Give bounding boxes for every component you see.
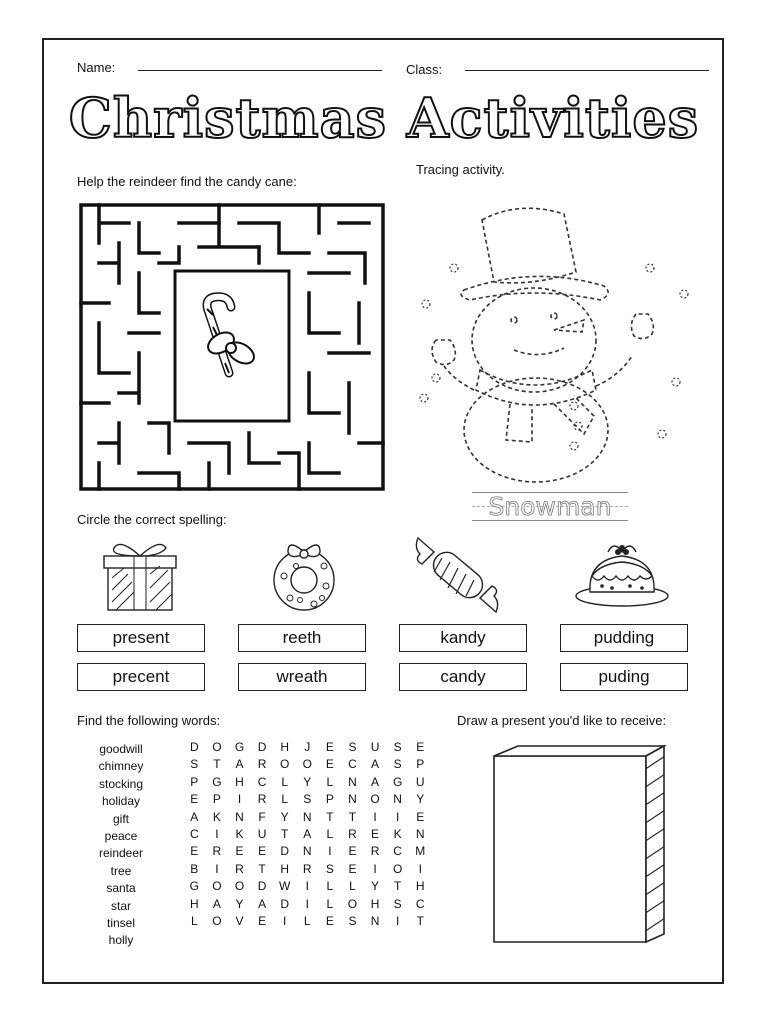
word-search-letter[interactable]: K xyxy=(212,809,221,824)
word-search-letter[interactable]: E xyxy=(325,740,334,754)
word-search-letter[interactable]: C xyxy=(189,826,199,841)
word-search-letter[interactable]: K xyxy=(235,826,244,841)
word-search-letter[interactable]: O xyxy=(392,861,403,876)
word-search-letter[interactable]: Y xyxy=(371,879,380,894)
word-search-letter[interactable]: I xyxy=(373,861,377,876)
word-search-letter[interactable]: H xyxy=(280,861,289,876)
word-search-letter[interactable]: P xyxy=(325,792,334,807)
word-search-letter[interactable]: G xyxy=(189,879,199,894)
word-search-letter[interactable]: L xyxy=(281,774,289,789)
word-search-letter[interactable]: O xyxy=(280,757,290,772)
word-search-grid[interactable] xyxy=(183,739,432,930)
word-search-letter[interactable]: S xyxy=(190,757,199,772)
word-search-letter[interactable]: L xyxy=(326,826,334,841)
word-search-letter[interactable]: E xyxy=(325,757,334,772)
word-search-word: chimney xyxy=(98,759,144,774)
word-search-letter[interactable]: E xyxy=(258,913,267,928)
spelling-option-pudding[interactable]: pudding xyxy=(560,624,688,652)
word-search-letter[interactable]: E xyxy=(190,844,199,859)
word-search-letter[interactable]: H xyxy=(189,896,199,911)
maze-instruction: Help the reindeer find the candy cane: xyxy=(77,174,297,189)
word-search-letter[interactable]: R xyxy=(235,861,244,876)
word-search-letter[interactable]: L xyxy=(281,792,289,807)
word-search-letter[interactable]: N xyxy=(393,792,402,807)
word-search-letter[interactable]: H xyxy=(370,896,380,911)
word-search-letter[interactable]: E xyxy=(235,844,244,859)
present-drawing-box[interactable] xyxy=(488,744,674,948)
word-search-letter[interactable]: D xyxy=(280,896,289,911)
word-search-letter[interactable]: Y xyxy=(303,774,312,789)
word-search-word: star xyxy=(110,898,131,913)
word-search-letter[interactable]: A xyxy=(258,896,267,911)
word-search-word: goodwill xyxy=(99,742,143,756)
word-search-letter[interactable]: R xyxy=(370,844,380,859)
word-search-letter[interactable]: T xyxy=(258,861,266,876)
word-search-letter[interactable]: Y xyxy=(235,896,244,911)
word-search-letter[interactable]: N xyxy=(302,809,312,824)
word-search-letter[interactable]: L xyxy=(303,913,311,928)
word-search-letter[interactable]: R xyxy=(212,844,222,859)
word-search-letter[interactable]: I xyxy=(237,792,242,807)
word-search-instruction: Find the following words: xyxy=(77,713,221,728)
word-search-letter[interactable]: H xyxy=(415,879,425,894)
word-search-letter[interactable]: E xyxy=(325,913,334,928)
tracing-instruction: Tracing activity. xyxy=(416,162,505,177)
word-search-letter[interactable]: I xyxy=(373,809,377,824)
word-search-letter[interactable]: I xyxy=(305,879,309,894)
spelling-option-reeth[interactable]: reeth xyxy=(238,624,366,652)
word-search-letter[interactable]: Y xyxy=(280,809,289,824)
word-search-letter[interactable]: A xyxy=(371,774,380,789)
word-search-letter[interactable]: I xyxy=(215,861,219,876)
word-search-letter[interactable]: S xyxy=(393,740,402,754)
word-search-letter[interactable]: O xyxy=(212,879,222,894)
word-search-letter[interactable]: A xyxy=(371,757,380,772)
word-search-letter[interactable]: I xyxy=(395,913,400,928)
word-search-letter[interactable]: P xyxy=(190,774,199,789)
word-search-letter[interactable]: U xyxy=(257,826,267,841)
word-search-letter[interactable]: R xyxy=(257,757,267,772)
draw-instruction: Draw a present you'd like to receive: xyxy=(457,713,667,728)
word-search-word: santa xyxy=(106,881,136,896)
gift-icon xyxy=(100,538,180,614)
word-search-letter[interactable]: T xyxy=(281,826,289,841)
word-search-word: reindeer xyxy=(98,846,144,861)
word-search-letter[interactable]: A xyxy=(212,896,221,911)
word-search-letter[interactable]: S xyxy=(393,896,402,911)
word-search-letter[interactable]: A xyxy=(303,826,312,841)
word-search-letter[interactable]: L xyxy=(326,774,334,789)
spelling-instruction: Circle the correct spelling: xyxy=(77,512,227,527)
word-search-letter[interactable]: H xyxy=(235,774,244,789)
word-search-letter[interactable]: D xyxy=(257,879,267,894)
word-search-letter[interactable]: O xyxy=(234,879,245,894)
word-search-letter[interactable]: G xyxy=(392,774,403,789)
word-search-letter[interactable]: I xyxy=(305,896,309,911)
wreath-icon xyxy=(264,536,344,616)
word-search-letter[interactable]: O xyxy=(212,740,222,754)
word-search-letter[interactable]: D xyxy=(257,740,267,754)
word-search-letter[interactable]: L xyxy=(326,896,334,911)
snowman-tracing[interactable] xyxy=(414,190,694,490)
word-search-letter[interactable]: E xyxy=(190,792,199,807)
word-search-word-list xyxy=(76,741,166,950)
word-search-letter[interactable]: N xyxy=(302,844,312,859)
word-search-letter[interactable]: K xyxy=(393,826,402,841)
word-search-letter[interactable]: C xyxy=(257,774,267,789)
word-search-letter[interactable]: P xyxy=(212,792,221,807)
pudding-icon xyxy=(572,536,672,612)
word-search-letter[interactable]: P xyxy=(416,757,425,772)
word-search-letter[interactable]: L xyxy=(349,879,356,894)
word-search-letter[interactable]: G xyxy=(234,740,245,754)
word-search-word: holly xyxy=(108,933,134,948)
word-search-letter[interactable]: T xyxy=(326,809,334,824)
spelling-option-puding[interactable]: puding xyxy=(560,663,688,691)
word-search-letter[interactable]: I xyxy=(283,913,287,928)
word-search-letter[interactable]: N xyxy=(348,792,357,807)
word-search-letter[interactable]: S xyxy=(303,792,312,807)
word-search-letter[interactable]: I xyxy=(215,826,219,841)
spelling-option-kandy[interactable]: kandy xyxy=(399,624,527,652)
page-title: Christmas Activities xyxy=(68,86,700,150)
word-search-letter[interactable]: C xyxy=(393,844,402,859)
word-search-word: stocking xyxy=(98,776,144,791)
class-label: Class: xyxy=(406,62,443,77)
word-search-letter[interactable]: N xyxy=(348,774,357,789)
word-search-letter[interactable]: T xyxy=(348,809,357,824)
word-search-letter[interactable]: S xyxy=(348,740,357,754)
word-search-letter[interactable]: I xyxy=(418,861,422,876)
word-search-letter[interactable]: U xyxy=(370,740,380,754)
word-search-word: peace xyxy=(104,828,138,843)
word-search-letter[interactable]: S xyxy=(393,757,402,772)
word-search-letter[interactable]: D xyxy=(280,844,289,859)
word-search-letter[interactable]: N xyxy=(415,826,425,841)
word-search-word: tinsel xyxy=(106,915,135,930)
word-search-word: holiday xyxy=(101,794,141,809)
word-search-letter[interactable]: R xyxy=(302,861,312,876)
word-search-letter[interactable]: T xyxy=(213,757,221,772)
word-search-word: gift xyxy=(112,811,129,826)
word-search-letter[interactable]: U xyxy=(415,774,425,789)
word-search-letter[interactable]: J xyxy=(304,740,311,754)
word-search-letter[interactable]: H xyxy=(280,740,289,754)
word-search-letter[interactable]: O xyxy=(347,896,358,911)
trace-word-lines xyxy=(472,492,628,522)
word-search-letter[interactable]: E xyxy=(258,844,267,859)
word-search-letter[interactable]: L xyxy=(326,879,334,894)
word-search-letter[interactable]: T xyxy=(416,913,424,928)
word-search-letter[interactable]: S xyxy=(348,913,357,928)
word-search-letter[interactable]: T xyxy=(393,879,402,894)
word-search-letter[interactable]: I xyxy=(328,844,332,859)
word-search-letter[interactable]: W xyxy=(279,879,291,894)
word-search-letter[interactable]: F xyxy=(258,809,266,824)
word-search-letter[interactable]: C xyxy=(348,757,357,772)
word-search-letter[interactable]: Y xyxy=(416,792,425,807)
class-line[interactable] xyxy=(465,70,709,71)
word-search-letter[interactable]: O xyxy=(370,792,380,807)
trace-word[interactable]: Snowman xyxy=(488,492,612,521)
word-search-letter[interactable]: D xyxy=(189,740,199,754)
word-search-letter[interactable]: L xyxy=(190,913,198,928)
word-search-letter[interactable]: O xyxy=(212,913,222,928)
word-search-letter[interactable]: G xyxy=(212,774,222,789)
spelling-option-precent[interactable]: precent xyxy=(77,663,205,691)
word-search-letter[interactable]: V xyxy=(235,913,244,928)
word-search-letter[interactable]: N xyxy=(370,913,380,928)
word-search-letter[interactable]: N xyxy=(235,809,244,824)
maze-puzzle[interactable] xyxy=(79,203,385,491)
word-search-letter[interactable]: I xyxy=(395,809,400,824)
word-search-letter[interactable]: E xyxy=(371,826,380,841)
word-search-letter[interactable]: E xyxy=(348,861,357,876)
name-line[interactable] xyxy=(138,70,382,71)
candy-icon xyxy=(412,532,502,618)
spelling-option-present[interactable]: present xyxy=(77,624,205,652)
word-search-word: tree xyxy=(110,863,132,878)
word-search-letter[interactable]: E xyxy=(416,809,425,824)
spelling-option-candy[interactable]: candy xyxy=(399,663,527,691)
name-label: Name: xyxy=(77,60,116,75)
word-search-letter[interactable]: R xyxy=(348,826,357,841)
spelling-option-wreath[interactable]: wreath xyxy=(238,663,366,691)
word-search-letter[interactable]: O xyxy=(302,757,312,772)
word-search-letter[interactable]: E xyxy=(416,740,425,754)
word-search-letter[interactable]: S xyxy=(325,861,334,876)
word-search-letter[interactable]: A xyxy=(190,809,199,824)
word-search-letter[interactable]: B xyxy=(190,861,199,876)
word-search-letter[interactable]: R xyxy=(257,792,267,807)
word-search-letter[interactable]: C xyxy=(415,896,425,911)
word-search-letter[interactable]: M xyxy=(415,844,426,859)
word-search-letter[interactable]: A xyxy=(235,757,244,772)
word-search-letter[interactable]: E xyxy=(348,844,357,859)
